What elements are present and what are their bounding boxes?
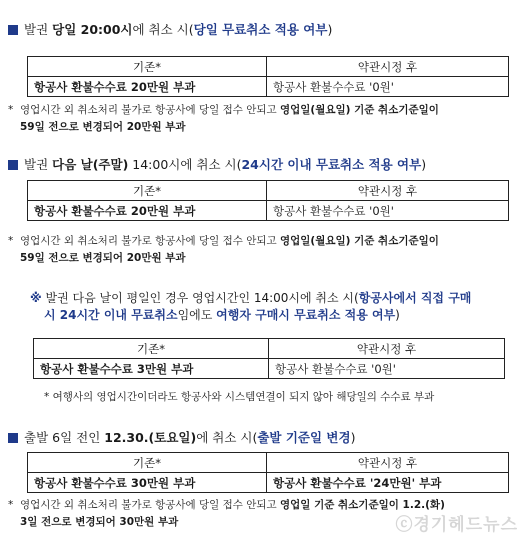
section-3-notice: ※ 발권 다음 날이 평일인 경우 영업시간인 14:00시에 취소 시(항공사에서 직접 구매 시 24시간 이내 무료취소임에도 여행자 구매시 무료취소 적용 여부)	[30, 291, 472, 322]
watermark-logo: ⓒ경기헤드뉴스	[395, 515, 518, 535]
section-1-heading: 발권 당일 20:00시에 취소 시(당일 무료취소 적용 여부)	[8, 22, 332, 38]
value-after: 항공사 환불수수료 '24만원' 부과	[267, 473, 509, 493]
value-before: 항공사 환불수수료 3만원 부과	[34, 359, 269, 379]
col-before-header: 기존*	[28, 181, 267, 201]
section-4-table	[27, 452, 509, 493]
section-2-heading: 발권 다음 날(주말) 14:00시에 취소 시(24시간 이내 무료취소 적용 여부)	[8, 157, 426, 173]
section-1-table	[27, 56, 509, 97]
section-1-note: * 영업시간 외 취소처리 불가로 항공사에 당일 접수 안되고 영업일(월요일) 기준 취소기준일이 59일 전으로 변경되어 20만원 부과	[8, 104, 439, 133]
col-before-header: 기존*	[28, 453, 267, 473]
col-before-header: 기존*	[28, 57, 267, 77]
col-after-header: 약관시정 후	[267, 181, 509, 201]
square-bullet-icon	[8, 433, 18, 443]
section-4-heading: 출발 6일 전인 12.30.(토요일)에 취소 시(출발 기준일 변경)	[8, 430, 355, 446]
section-3-note: * 여행사의 영업시간이더라도 항공사와 시스템연결이 되지 않아 해당일의 수수료 부과	[44, 391, 435, 403]
value-after: 항공사 환불수수료 '0원'	[269, 359, 505, 379]
square-bullet-icon	[8, 25, 18, 35]
section-2-note: * 영업시간 외 취소처리 불가로 항공사에 당일 접수 안되고 영업일(월요일) 기준 취소기준일이 59일 전으로 변경되어 20만원 부과	[8, 235, 439, 264]
col-after-header: 약관시정 후	[269, 339, 505, 359]
col-after-header: 약관시정 후	[267, 57, 509, 77]
value-before: 항공사 환불수수료 30만원 부과	[28, 473, 267, 493]
value-after: 항공사 환불수수료 '0원'	[267, 77, 509, 97]
value-before: 항공사 환불수수료 20만원 부과	[28, 201, 267, 221]
value-after: 항공사 환불수수료 '0원'	[267, 201, 509, 221]
value-before: 항공사 환불수수료 20만원 부과	[28, 77, 267, 97]
section-3-table	[33, 338, 505, 379]
section-2-table	[27, 180, 509, 221]
reference-mark-icon: ※	[30, 291, 42, 305]
col-after-header: 약관시정 후	[267, 453, 509, 473]
section-4-note: * 영업시간 외 취소처리 불가로 항공사에 당일 접수 안되고 영업일 기준 취소기준일이 1.2.(화) 3일 전으로 변경되어 30만원 부과	[8, 499, 445, 528]
col-before-header: 기존*	[34, 339, 269, 359]
square-bullet-icon	[8, 160, 18, 170]
